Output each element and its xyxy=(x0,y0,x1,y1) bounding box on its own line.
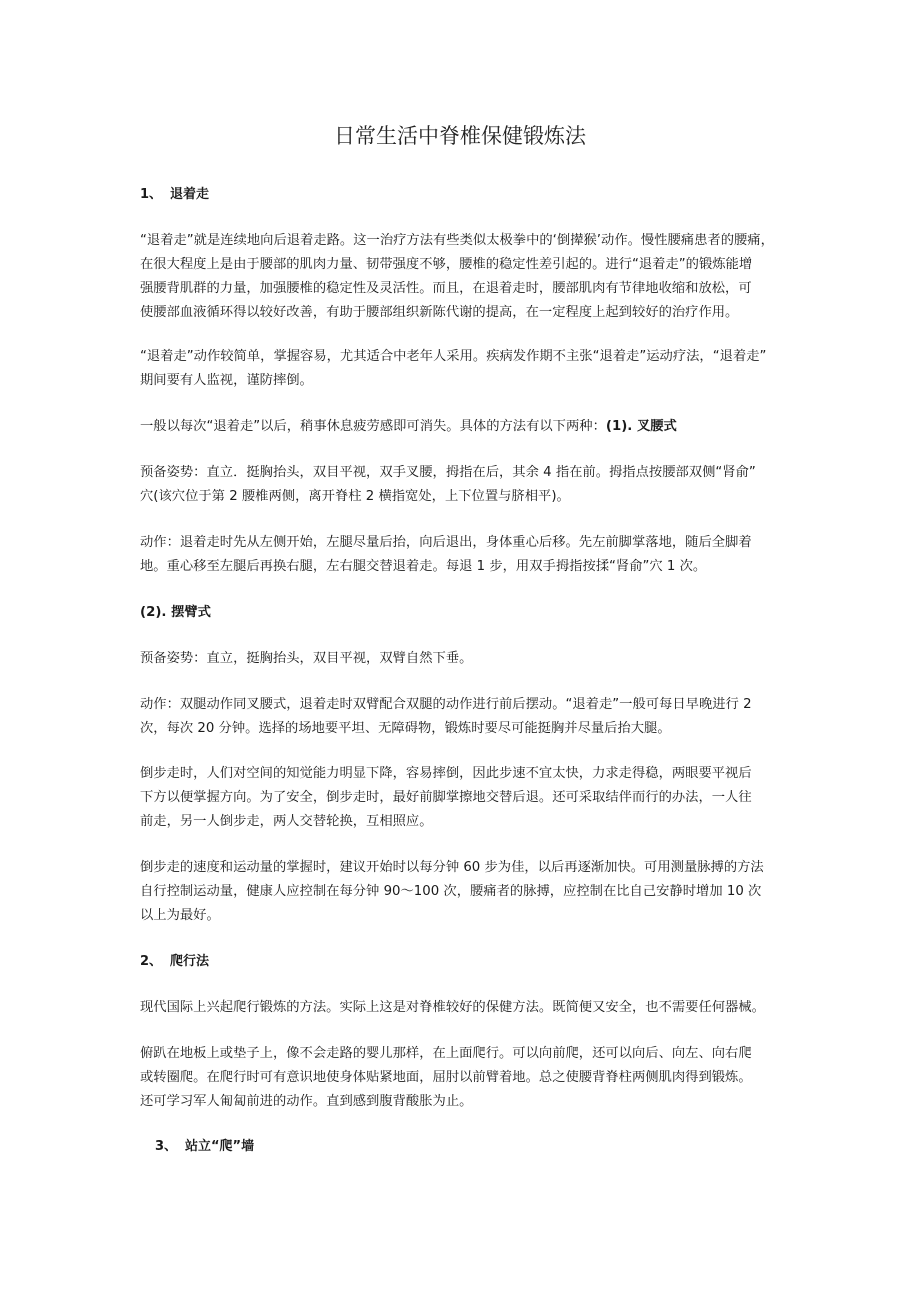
text-line: 或转圈爬。在爬行时可有意识地使身体贴紧地面，屈肘以前臂着地。总之使腰背脊柱两侧肌肉得到锻炼。 xyxy=(140,1070,752,1085)
text-line: 预备姿势：直立．挺胸抬头，双目平视，双手叉腰，拇指在后，其余 4 指在前。拇指点按腰部双侧“肾俞” xyxy=(140,465,756,480)
section-number: 1、 xyxy=(140,187,163,202)
paragraph-8 xyxy=(140,762,785,834)
text-line: 以上为最好。 xyxy=(140,908,220,923)
text-line: 倒步走时，人们对空间的知觉能力明显下降，容易摔倒，因此步速不宜太快，力求走得稳，两眼要平视后 xyxy=(140,766,752,781)
text-line: “退着走”就是连续地向后退着走路。这一治疗方法有些类似太极拳中的‘倒撵猴’动作。慢性腰痛患者的腰痛， xyxy=(140,233,774,248)
text-line: 穴(该穴位于第 2 腰椎两侧，离开脊柱 2 横指宽处，上下位置与脐相平)。 xyxy=(140,489,570,504)
section-heading-1 xyxy=(140,183,785,207)
paragraph-1 xyxy=(140,229,785,325)
section-heading-2 xyxy=(140,950,785,974)
paragraph-4 xyxy=(140,461,785,509)
text-line: 还可学习军人匍匐前进的动作。直到感到腹背酸胀为止。 xyxy=(140,1094,473,1109)
document-title: 日常生活中脊椎保健锻炼法 xyxy=(334,124,586,148)
method-heading-1: (1). 叉腰式 xyxy=(605,419,677,434)
paragraph-5 xyxy=(140,531,785,579)
paragraph-10: 现代国际上兴起爬行锻炼的方法。实际上这是对脊椎较好的保健方法。既简便又安全，也不需要任何器械。 xyxy=(140,1000,765,1015)
paragraph-11 xyxy=(140,1042,785,1114)
section-number: 3、 xyxy=(155,1139,178,1154)
text-line: 强腰背肌群的力量，加强腰椎的稳定性及灵活性。而且，在退着走时，腰部肌肉有节律地收缩和放松，可 xyxy=(140,281,752,296)
section-heading-3 xyxy=(155,1135,800,1159)
text-line: 动作：双腿动作同叉腰式，退着走时双臂配合双腿的动作进行前后摆动。“退着走”一般可每日早晚进行 2 xyxy=(140,697,752,712)
text-line: 自行控制运动量，健康人应控制在每分钟 90～100 次，腰痛者的脉搏，应控制在比自己安静时增加 10 次 xyxy=(140,884,762,899)
text-line: 地。重心移至左腿后再换右腿，左右腿交替退着走。每退 1 步，用双手拇指按揉“肾俞”穴 1 次。 xyxy=(140,559,707,574)
text-line: 下方以便掌握方向。为了安全，倒步走时，最好前脚掌擦地交替后退。还可采取结伴而行的办法，一人往 xyxy=(140,790,752,805)
section-label: 爬行法 xyxy=(170,954,210,969)
text-line: 倒步走的速度和运动量的掌握时，建议开始时以每分钟 60 步为佳，以后再逐渐加快。可用测量脉搏的方法 xyxy=(140,860,764,875)
text-line: 动作：退着走时先从左侧开始，左腿尽量后抬，向后退出，身体重心后移。先左前脚掌落地，随后全脚着 xyxy=(140,535,752,550)
section-number: 2、 xyxy=(140,954,163,969)
text-line: 期间要有人监视，谨防摔倒。 xyxy=(140,373,313,388)
paragraph-7 xyxy=(140,693,785,741)
text-line: 在很大程度上是由于腰部的肌肉力量、韧带强度不够，腰椎的稳定性差引起的。进行“退着走”的锻炼能增 xyxy=(140,257,753,272)
section-label: 站立“爬”墙 xyxy=(185,1139,255,1154)
method-heading-2: (2). 摆臂式 xyxy=(140,605,211,620)
section-label: 退着走 xyxy=(170,187,210,202)
text-line: “退着走”动作较简单，掌握容易，尤其适合中老年人采用。疾病发作期不主张“退着走”运动疗法，“退着走” xyxy=(140,349,767,364)
paragraph-6: 预备姿势：直立，挺胸抬头，双目平视，双臂自然下垂。 xyxy=(140,651,473,666)
text-line: 一般以每次“退着走”以后，稍事休息疲劳感即可消失。具体的方法有以下两种： xyxy=(140,419,606,434)
text-line: 次，每次 20 分钟。选择的场地要平坦、无障碍物，锻炼时要尽可能挺胸并尽量后抬大腿。 xyxy=(140,721,671,736)
paragraph-3 xyxy=(140,415,785,439)
text-line: 俯趴在地板上或垫子上，像不会走路的婴儿那样，在上面爬行。可以向前爬，还可以向后、向左、向右爬 xyxy=(140,1046,752,1061)
paragraph-2 xyxy=(140,345,785,393)
text-line: 前走，另一人倒步走，两人交替轮换，互相照应。 xyxy=(140,814,433,829)
paragraph-9 xyxy=(140,856,785,928)
text-line: 使腰部血液循环得以较好改善，有助于腰部组织新陈代谢的提高，在一定程度上起到较好的治疗作用。 xyxy=(140,305,739,320)
